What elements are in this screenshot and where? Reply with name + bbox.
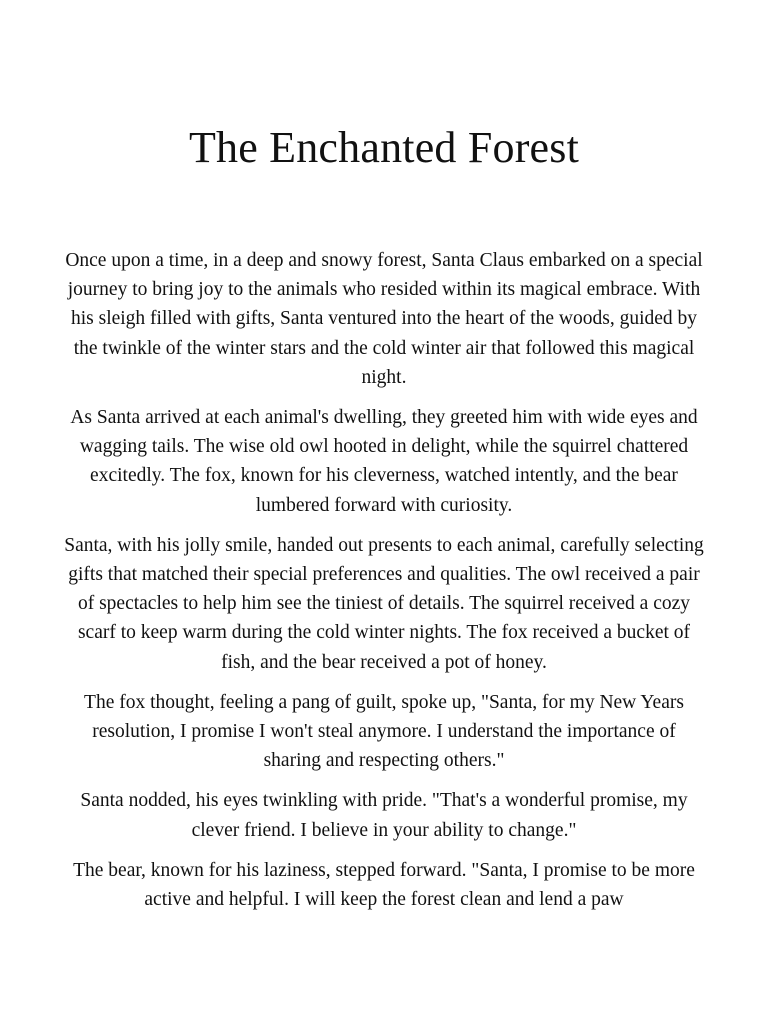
paragraph-2: As Santa arrived at each animal's dwelling, they greeted him with wide eyes and wagging tails. The wise old owl hooted in delight, while the squirrel chattered excitedly. The fox, known for his cleverness, watched intently, and the bear lumbered forward with curiosity.: [70, 407, 698, 516]
paragraph-1: Once upon a time, in a deep and snowy forest, Santa Claus embarked on a special journey to bring joy to the animals who resided within its magical embrace. With his sleigh filled with gifts, Santa ventured into the heart of the woods, guided by the twinkle of the winter stars and the cold winter air that followed this magical night.: [65, 250, 703, 388]
paragraph-5: Santa nodded, his eyes twinkling with pride. "That's a wonderful promise, my clever friend. I believe in your ability to change.": [80, 790, 688, 841]
paragraph-3: Santa, with his jolly smile, handed out presents to each animal, carefully selecting gifts that matched their special preferences and qualities. The owl received a pair of spectacles to help him see the tiniest of details. The squirrel received a cozy scarf to keep warm during the cold winter nights. The fox received a bucket of fish, and the bear received a pot of honey.: [64, 534, 704, 673]
paragraph-6: The bear, known for his laziness, stepped forward. "Santa, I promise to be more active and helpful. I will keep the forest clean and lend a paw: [73, 859, 695, 911]
page-title: The Enchanted Forest: [188, 123, 580, 172]
story-body: [64, 246, 704, 925]
paragraph-4: The fox thought, feeling a pang of guilt, spoke up, "Santa, for my New Years resolution, I promise I won't steal anymore. I understand the importance of sharing and respecting others.": [84, 691, 684, 772]
